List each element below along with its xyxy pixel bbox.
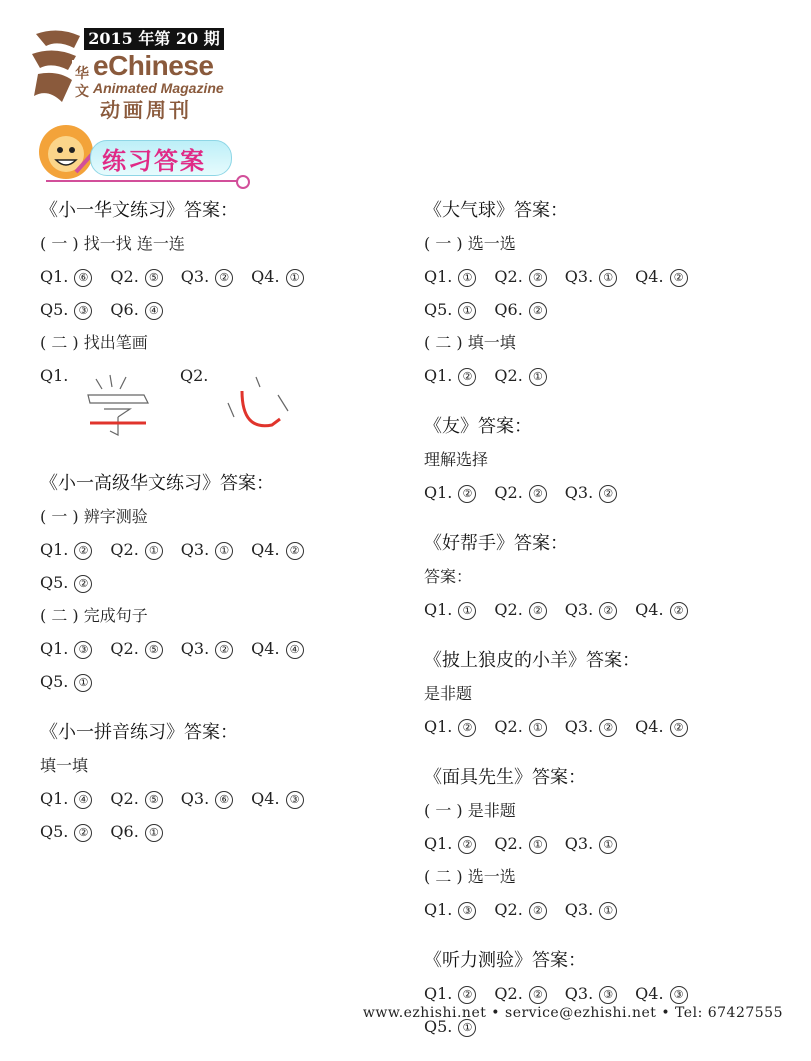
answer-section	[424, 644, 784, 743]
answer-choice: ②	[458, 986, 476, 1004]
question-number: Q5.	[40, 300, 69, 319]
answer-item	[181, 260, 233, 293]
answer-item	[635, 260, 687, 293]
part-heading: ( 二 ) 完成句子	[40, 606, 148, 625]
answer-choice: ④	[286, 641, 304, 659]
answer-row	[40, 665, 380, 698]
answer-item	[494, 710, 546, 743]
answer-item	[110, 632, 162, 665]
answer-item	[494, 260, 546, 293]
answer-item	[494, 827, 546, 860]
answer-choice: ②	[215, 269, 233, 287]
banner-title: 练习答案	[102, 147, 206, 175]
answer-item	[424, 893, 476, 926]
answers-right-column	[424, 194, 784, 1061]
part-heading: ( 一 ) 辨字测验	[40, 507, 148, 526]
question-number: Q2.	[180, 366, 209, 385]
question-number: Q4.	[635, 717, 664, 736]
answer-choice: ②	[599, 719, 617, 737]
answer-item	[635, 710, 687, 743]
answer-choice: ②	[74, 575, 92, 593]
brand-chinese-name: 动画周刊	[100, 98, 192, 122]
answer-item	[251, 632, 303, 665]
answer-item	[635, 593, 687, 626]
answer-item	[494, 293, 546, 326]
answer-choice: ③	[286, 791, 304, 809]
question-number: Q1.	[424, 267, 453, 286]
question-number: Q2.	[494, 483, 523, 502]
brand-name: eChinese	[93, 50, 214, 81]
answer-row	[424, 593, 784, 626]
answer-choice: ②	[286, 542, 304, 560]
question-number: Q5.	[40, 822, 69, 841]
answer-item	[565, 593, 617, 626]
answer-row	[424, 476, 784, 509]
part-heading: ( 二 ) 选一选	[424, 867, 516, 886]
stroke-answers	[40, 359, 380, 449]
question-number: Q1.	[40, 267, 69, 286]
answer-choice: ②	[670, 719, 688, 737]
answer-item	[110, 782, 162, 815]
answer-choice: ①	[458, 269, 476, 287]
answer-item	[424, 593, 476, 626]
question-number: Q2.	[494, 366, 523, 385]
answer-section	[424, 944, 784, 1043]
question-number: Q1.	[40, 366, 69, 385]
question-number: Q3.	[564, 267, 594, 286]
question-number: Q4.	[635, 984, 664, 1003]
part-heading: 是非题	[424, 684, 473, 703]
question-number: Q1.	[424, 717, 453, 736]
question-number: Q5.	[40, 573, 69, 592]
answer-choice: ②	[529, 269, 547, 287]
brand-subtitle: Animated Magazine	[93, 80, 224, 96]
answer-choice: ②	[74, 824, 92, 842]
answer-choice: ②	[529, 602, 547, 620]
answer-item	[40, 533, 92, 566]
answer-section	[424, 410, 784, 509]
part-heading: ( 二 ) 填一填	[424, 333, 516, 352]
question-number: Q4.	[635, 267, 664, 286]
section-title: 《友》答案：	[424, 416, 532, 437]
footer-contact: www.ezhishi.net • service@ezhishi.net • Tel: 67427555	[362, 1005, 783, 1021]
part-heading: 答案：	[424, 567, 473, 586]
answer-row	[424, 359, 784, 392]
question-number: Q3.	[180, 639, 210, 658]
answer-item	[494, 476, 546, 509]
answer-choice: ①	[215, 542, 233, 560]
answer-item	[40, 260, 92, 293]
issue-badge: 2015 年第 20 期	[84, 28, 224, 50]
question-number: Q3.	[564, 717, 594, 736]
part-heading: 填一填	[40, 756, 89, 775]
answer-item	[110, 815, 162, 848]
question-number: Q2.	[494, 600, 523, 619]
question-number: Q3.	[180, 540, 210, 559]
logo-glyph-2: 文	[75, 84, 89, 100]
answer-item	[424, 710, 476, 743]
answer-item	[565, 476, 617, 509]
question-number: Q3.	[180, 789, 210, 808]
answer-choice: ①	[529, 836, 547, 854]
answer-row	[40, 293, 380, 326]
answer-choice: ①	[599, 269, 617, 287]
question-number: Q2.	[110, 267, 139, 286]
answer-choice: ②	[458, 836, 476, 854]
answer-row	[40, 260, 380, 293]
answer-item	[494, 893, 546, 926]
answer-choice: ③	[458, 902, 476, 920]
part-heading: 理解选择	[424, 450, 489, 469]
answer-choice: ③	[74, 302, 92, 320]
answer-choice: ①	[145, 824, 163, 842]
logo-glyph-1: 华	[75, 66, 89, 82]
question-number: Q2.	[494, 984, 523, 1003]
question-number: Q1.	[40, 540, 69, 559]
answer-choice: ②	[529, 485, 547, 503]
answer-choice: ①	[529, 368, 547, 386]
question-number: Q3.	[564, 834, 594, 853]
answer-item	[40, 293, 92, 326]
section-title: 《小一华文练习》答案：	[40, 200, 238, 221]
question-number: Q2.	[110, 789, 139, 808]
part-heading: ( 一 ) 选一选	[424, 234, 516, 253]
answer-choice: ①	[458, 302, 476, 320]
answer-item	[40, 566, 92, 599]
question-number: Q3.	[564, 600, 594, 619]
answer-choice: ①	[458, 1019, 476, 1037]
answer-item	[494, 593, 546, 626]
answer-row	[40, 566, 380, 599]
answer-choice: ⑥	[215, 791, 233, 809]
answer-item	[40, 665, 92, 698]
question-number: Q5.	[424, 1017, 453, 1036]
answer-section	[424, 761, 784, 926]
answer-choice: ⑤	[145, 269, 163, 287]
answer-row	[40, 632, 380, 665]
answer-item	[181, 632, 233, 665]
question-number: Q4.	[635, 600, 664, 619]
magazine-logo-icon	[28, 26, 98, 106]
answer-row	[424, 710, 784, 743]
answer-choice: ③	[599, 986, 617, 1004]
answer-choice: ⑤	[145, 791, 163, 809]
section-title: 《小一高级华文练习》答案：	[40, 473, 274, 494]
answer-row	[424, 260, 784, 293]
answer-item	[181, 782, 233, 815]
answer-item	[40, 782, 92, 815]
answer-item	[565, 827, 617, 860]
answer-row	[424, 827, 784, 860]
question-number: Q2.	[110, 540, 139, 559]
answer-item	[565, 893, 617, 926]
answer-choice: ③	[670, 986, 688, 1004]
question-number: Q3.	[564, 984, 594, 1003]
answer-section	[40, 467, 380, 698]
answer-item	[251, 533, 303, 566]
answer-choice: ⑥	[74, 269, 92, 287]
answer-choice: ③	[74, 641, 92, 659]
section-title: 《大气球》答案：	[424, 200, 568, 221]
question-number: Q2.	[110, 639, 139, 658]
answer-item	[40, 632, 92, 665]
answer-choice: ②	[670, 602, 688, 620]
answer-item	[110, 533, 162, 566]
part-heading: ( 一 ) 是非题	[424, 801, 516, 820]
answer-item	[565, 710, 617, 743]
answer-section	[424, 194, 784, 392]
question-number: Q1.	[40, 639, 69, 658]
answer-choice: ②	[599, 602, 617, 620]
answer-section	[424, 527, 784, 626]
stroke-xin-icon	[218, 369, 298, 443]
answer-section	[40, 194, 380, 449]
question-number: Q1.	[40, 789, 69, 808]
answer-choice: ②	[458, 368, 476, 386]
question-number: Q4.	[251, 789, 280, 808]
answer-choice: ①	[145, 542, 163, 560]
question-number: Q4.	[251, 540, 280, 559]
answer-item	[424, 359, 476, 392]
answer-item	[424, 260, 476, 293]
answer-item	[251, 782, 303, 815]
answer-choice: ①	[74, 674, 92, 692]
question-number: Q2.	[494, 834, 523, 853]
answer-row	[40, 533, 380, 566]
answers-left-column	[40, 194, 380, 866]
section-title: 《面具先生》答案：	[424, 767, 586, 788]
answer-choice: ①	[599, 902, 617, 920]
question-number: Q3.	[180, 267, 210, 286]
part-heading: ( 二 ) 找出笔画	[40, 333, 148, 352]
banner-underline	[46, 180, 240, 182]
answer-item	[110, 260, 162, 293]
question-number: Q1.	[424, 600, 453, 619]
answer-choice: ②	[670, 269, 688, 287]
banner-dot-icon	[236, 175, 250, 189]
answer-choice: ②	[215, 641, 233, 659]
answer-item	[424, 293, 476, 326]
section-title: 《好帮手》答案：	[424, 533, 568, 554]
question-number: Q2.	[494, 900, 523, 919]
answer-choice: ①	[599, 836, 617, 854]
answer-choice: ②	[599, 485, 617, 503]
question-number: Q5.	[424, 300, 453, 319]
question-number: Q1.	[424, 483, 453, 502]
answer-choice: ①	[286, 269, 304, 287]
question-number: Q6.	[110, 300, 139, 319]
answer-item	[110, 293, 162, 326]
answer-item	[565, 260, 617, 293]
answer-row	[40, 815, 380, 848]
question-number: Q1.	[424, 834, 453, 853]
answer-choice: ④	[145, 302, 163, 320]
answer-choice: ①	[458, 602, 476, 620]
answer-item	[494, 359, 546, 392]
question-number: Q5.	[40, 672, 69, 691]
answer-choice: ②	[458, 719, 476, 737]
question-number: Q2.	[494, 717, 523, 736]
answer-choice: ②	[529, 902, 547, 920]
question-number: Q2.	[494, 267, 523, 286]
question-number: Q3.	[564, 483, 594, 502]
answer-choice: ②	[529, 986, 547, 1004]
question-number: Q4.	[251, 267, 280, 286]
lion-mascot-icon	[36, 122, 98, 184]
part-heading: ( 一 ) 找一找 连一连	[40, 234, 185, 253]
question-number: Q6.	[110, 822, 139, 841]
answer-choice: ⑤	[145, 641, 163, 659]
answer-item	[40, 815, 92, 848]
answer-item	[251, 260, 303, 293]
question-number: Q1.	[424, 984, 453, 1003]
answer-choice: ②	[74, 542, 92, 560]
question-number: Q6.	[494, 300, 523, 319]
section-title: 《小一拼音练习》答案：	[40, 722, 238, 743]
answer-item	[424, 827, 476, 860]
stroke-xue-icon	[78, 369, 158, 443]
section-title: 《听力测验》答案：	[424, 950, 586, 971]
answer-choice: ②	[529, 302, 547, 320]
question-number: Q4.	[251, 639, 280, 658]
question-number: Q3.	[564, 900, 594, 919]
answer-row	[40, 782, 380, 815]
answer-row	[424, 893, 784, 926]
answer-row	[424, 293, 784, 326]
answer-choice: ④	[74, 791, 92, 809]
answer-item	[181, 533, 233, 566]
section-title: 《披上狼皮的小羊》答案：	[424, 650, 640, 671]
question-number: Q1.	[424, 366, 453, 385]
answer-section	[40, 716, 380, 848]
question-number: Q1.	[424, 900, 453, 919]
answer-choice: ①	[529, 719, 547, 737]
answer-choice: ②	[458, 485, 476, 503]
answer-item	[424, 476, 476, 509]
